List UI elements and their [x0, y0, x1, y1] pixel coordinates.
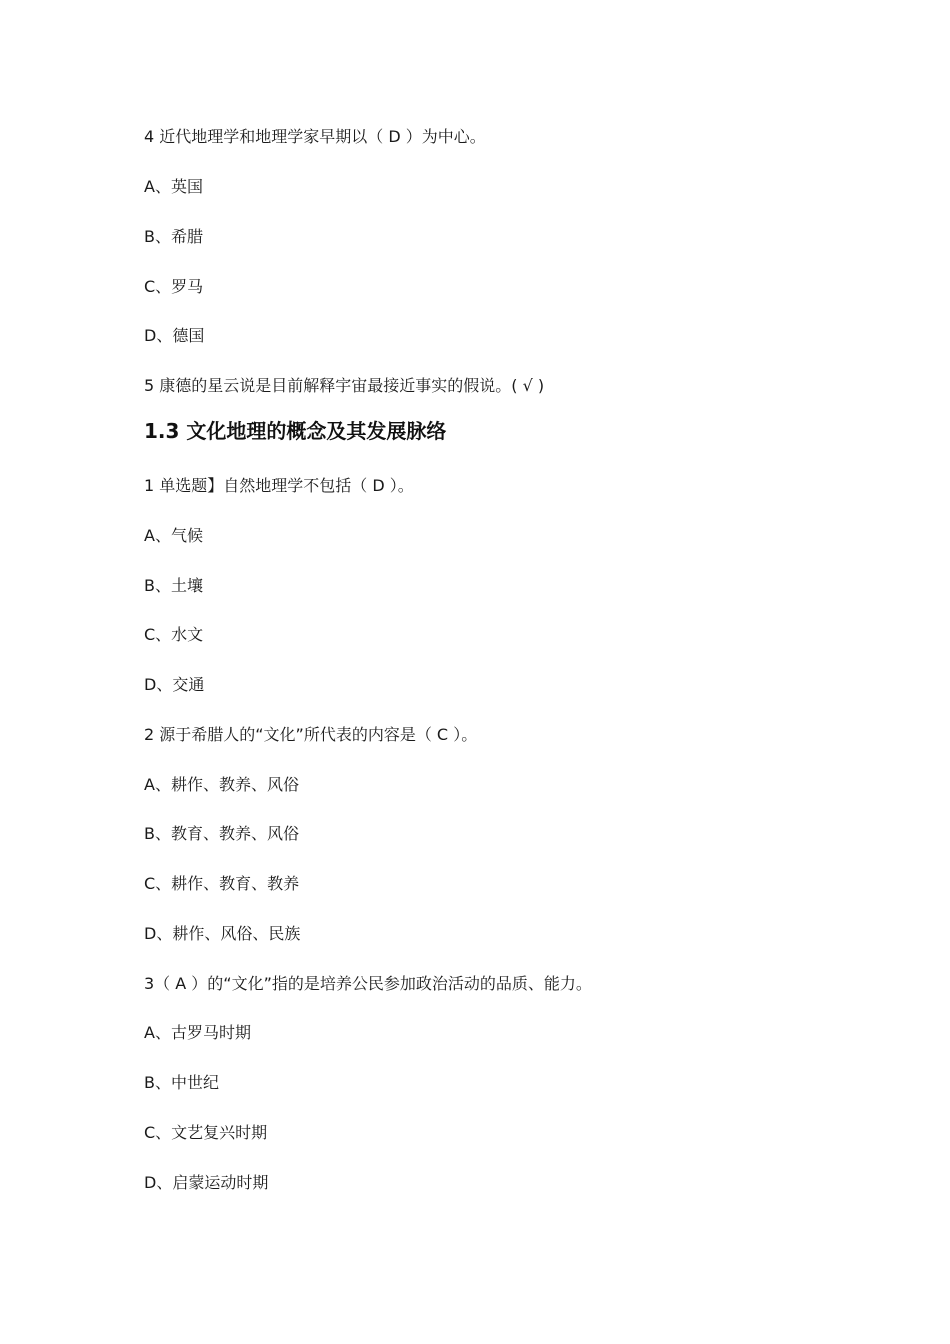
s13-question-2-option-a: A、耕作、教养、风俗 — [144, 775, 299, 794]
s13-question-2-option-c: C、耕作、教育、教养 — [144, 874, 300, 893]
s13-question-3-option-a: A、古罗马时期 — [144, 1023, 251, 1042]
s13-question-1-option-d: D、交通 — [144, 675, 205, 694]
question-4-option-d: D、德国 — [144, 326, 205, 345]
s13-question-1-text: 1 单选题】自然地理学不包括（ D ）。 — [144, 476, 414, 495]
s13-question-2-option-d: D、耕作、风俗、民族 — [144, 924, 301, 943]
s13-question-3-option-b: B、中世纪 — [144, 1073, 219, 1092]
s13-question-3-text: 3（ A ）的“文化”指的是培养公民参加政治活动的品质、能力。 — [144, 974, 592, 993]
s13-question-1-option-b: B、土壤 — [144, 576, 203, 595]
question-4-option-b: B、希腊 — [144, 227, 203, 246]
question-4-text: 4 近代地理学和地理学家早期以（ D ）为中心。 — [144, 127, 486, 146]
question-4-option-a: A、英国 — [144, 177, 203, 196]
s13-question-2-option-b: B、教育、教养、风俗 — [144, 824, 299, 843]
s13-question-2-text: 2 源于希腊人的“文化”所代表的内容是（ C ）。 — [144, 725, 478, 744]
s13-question-3-option-c: C、文艺复兴时期 — [144, 1123, 268, 1142]
question-5-text: 5 康德的星云说是目前解释宇宙最接近事实的假说。( √ ) — [144, 376, 545, 395]
s13-question-3-option-d: D、启蒙运动时期 — [144, 1173, 269, 1192]
question-4-option-c: C、罗马 — [144, 277, 204, 296]
s13-question-1-option-a: A、气候 — [144, 526, 203, 545]
section-heading: 1.3 文化地理的概念及其发展脉络 — [144, 419, 447, 443]
s13-question-1-option-c: C、水文 — [144, 625, 204, 644]
